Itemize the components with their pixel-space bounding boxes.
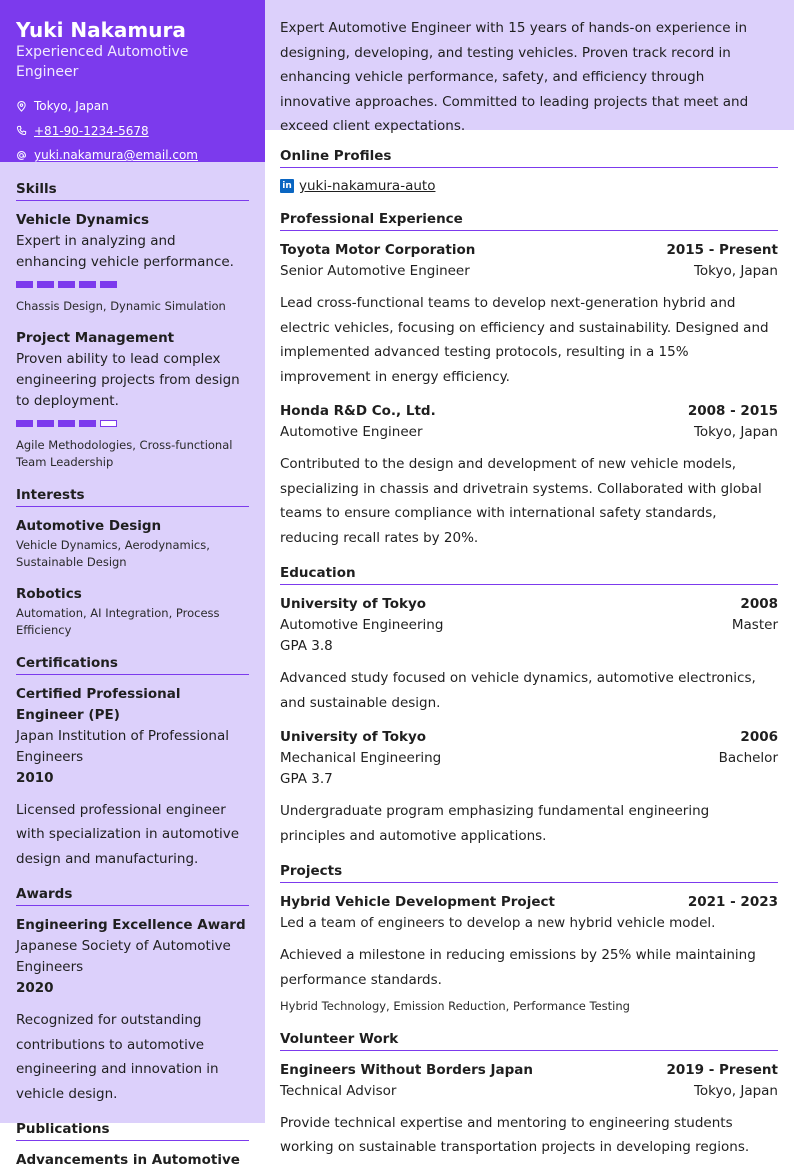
skill-description: Proven ability to lead complex engineering projects from design to deployment. [16, 350, 240, 409]
interest-keywords: Vehicle Dynamics, Aerodynamics, Sustainable Design [16, 537, 210, 569]
position: Automotive Engineer [280, 424, 423, 440]
summary-block: Expert Automotive Engineer with 15 years of hands-on experience in designing, developing, and testing vehicles. Proven track record in enhancing vehicle performance, safety, and efficiency through innovative approaches. Committed to leading projects that meet and exceed client expectations. [265, 0, 794, 130]
experience-date: 2008 - 2015 [687, 403, 778, 419]
certifications-section [16, 654, 249, 872]
sidebar-body [0, 162, 265, 1171]
skill-keywords: Chassis Design, Dynamic Simulation [16, 299, 226, 313]
profile-item [280, 176, 778, 196]
education-item [280, 727, 778, 848]
award-date: 2020 [16, 980, 54, 996]
education-item [280, 594, 778, 715]
skill-name: Project Management [16, 329, 175, 346]
publications-section [16, 1120, 249, 1171]
company-name: Toyota Motor Corporation [280, 242, 476, 258]
study-area: Automotive Engineering [280, 617, 444, 633]
gpa: GPA 3.7 [280, 771, 333, 787]
level-segment [79, 420, 96, 427]
contact-phone [16, 119, 249, 144]
email-link[interactable]: yuki.nakamura@email.com [34, 148, 198, 163]
level-segment [79, 281, 96, 288]
project-date: 2021 - 2023 [687, 894, 778, 910]
interest-item [16, 584, 249, 640]
header-block [0, 0, 265, 162]
award-name: Engineering Excellence Award [16, 917, 246, 933]
level-segment [100, 281, 117, 288]
awards-section [16, 885, 249, 1106]
education-summary: Undergraduate program emphasizing fundamental engineering principles and automotive applications. [280, 803, 710, 844]
experience-title: Professional Experience [280, 210, 778, 231]
skills-title: Skills [16, 180, 249, 201]
project-summary: Achieved a milestone in reducing emissions by 25% while maintaining performance standards. [280, 947, 756, 988]
interests-section [16, 486, 249, 640]
education-title: Education [280, 564, 778, 585]
experience-summary: Lead cross-functional teams to develop next-generation hybrid and electric vehicles, focusing on efficiency and sustainability. Designed and implemented advanced testing protocols, resulting in a 15% improvement in energy efficiency. [280, 295, 769, 385]
publication-name: Advancements in Automotive [16, 1152, 240, 1168]
skill-item [16, 210, 249, 316]
map-pin-icon [16, 101, 27, 112]
profiles-title: Online Profiles [280, 147, 778, 168]
interest-keywords: Automation, AI Integration, Process Efficiency [16, 605, 220, 637]
interest-name: Automotive Design [16, 517, 162, 534]
project-item [280, 892, 778, 1016]
level-segment [16, 420, 33, 427]
certifications-title: Certifications [16, 654, 249, 675]
certification-summary: Licensed professional engineer with specialization in automotive design and manufacturing. [16, 801, 240, 867]
skill-description: Expert in analyzing and enhancing vehicle performance. [16, 233, 234, 270]
main-column [265, 0, 794, 1155]
experience-date: 2015 - Present [666, 242, 778, 258]
company-name: Honda R&D Co., Ltd. [280, 403, 436, 419]
interests-title: Interests [16, 486, 249, 507]
institution: University of Tokyo [280, 729, 427, 745]
level-segment [37, 281, 54, 288]
position: Senior Automotive Engineer [280, 263, 470, 279]
phone-link[interactable]: +81-90-1234-5678 [34, 123, 149, 138]
skill-level-bar [16, 281, 249, 288]
skill-keywords: Agile Methodologies, Cross-functional Team Leadership [16, 437, 233, 469]
degree: Bachelor [718, 750, 778, 766]
experience-location: Tokyo, Japan [693, 424, 778, 440]
volunteer-item [280, 1060, 778, 1160]
education-date: 2008 [740, 596, 778, 612]
award-summary: Recognized for outstanding contributions to automotive engineering and innovation in vehicle design. [16, 1012, 219, 1102]
education-summary: Advanced study focused on vehicle dynamics, automotive electronics, and sustainable design. [280, 670, 756, 711]
project-description: Led a team of engineers to develop a new hybrid vehicle model. [280, 915, 716, 931]
profile-link[interactable]: yuki-nakamura-auto [299, 178, 436, 194]
candidate-name: Yuki Nakamura [16, 18, 186, 42]
experience-location: Tokyo, Japan [693, 263, 778, 279]
level-segment-empty [100, 420, 117, 427]
candidate-headline: Experienced Automotive Engineer [16, 44, 189, 80]
publications-title: Publications [16, 1120, 249, 1141]
study-area: Mechanical Engineering [280, 750, 442, 766]
interest-item [16, 516, 249, 572]
volunteer-section [280, 1030, 778, 1160]
skill-item [16, 328, 249, 472]
sidebar [0, 0, 265, 1168]
awards-title: Awards [16, 885, 249, 906]
education-section [280, 564, 778, 848]
linkedin-icon: in [280, 179, 294, 193]
award-awarder: Japanese Society of Automotive Engineers [16, 938, 231, 975]
volunteer-position: Technical Advisor [280, 1082, 397, 1099]
at-sign-icon [16, 150, 27, 161]
organization: Engineers Without Borders Japan [280, 1061, 534, 1078]
project-keywords: Hybrid Technology, Emission Reduction, Performance Testing [280, 999, 630, 1013]
experience-item [280, 240, 778, 389]
volunteer-location: Tokyo, Japan [693, 1082, 778, 1099]
skill-name: Vehicle Dynamics [16, 212, 150, 228]
experience-section [280, 210, 778, 550]
level-segment [58, 281, 75, 288]
projects-title: Projects [280, 862, 778, 883]
main-body [265, 130, 794, 1160]
gpa: GPA 3.8 [280, 638, 333, 654]
interest-name: Robotics [16, 585, 82, 602]
certification-issuer: Japan Institution of Professional Engineers [16, 727, 229, 765]
level-segment [16, 281, 33, 288]
institution: University of Tokyo [280, 596, 427, 612]
profiles-section [280, 147, 778, 196]
projects-section [280, 862, 778, 1016]
skill-level-bar [16, 420, 249, 427]
experience-item [280, 401, 778, 550]
phone-icon [16, 125, 27, 136]
project-name: Hybrid Vehicle Development Project [280, 894, 555, 910]
level-segment [58, 420, 75, 427]
degree: Master [731, 617, 778, 633]
education-date: 2006 [740, 729, 778, 745]
location-text: Tokyo, Japan [34, 99, 109, 114]
experience-summary: Contributed to the design and development of new vehicle models, specializing in chassis and drivetrain systems. Collaborated with global teams to ensure compliance with international safety standards, reducing recall rates by 20%. [280, 456, 762, 546]
volunteer-summary: Provide technical expertise and mentoring to engineering students working on sustainable transportation projects in developing regions. [280, 1114, 750, 1155]
contact-location [16, 94, 249, 119]
certification-date: 2010 [16, 769, 54, 786]
level-segment [37, 420, 54, 427]
volunteer-title: Volunteer Work [280, 1030, 778, 1051]
skills-section [16, 180, 249, 472]
certification-name: Certified Professional Engineer (PE) [16, 685, 181, 723]
volunteer-date: 2019 - Present [666, 1061, 778, 1078]
